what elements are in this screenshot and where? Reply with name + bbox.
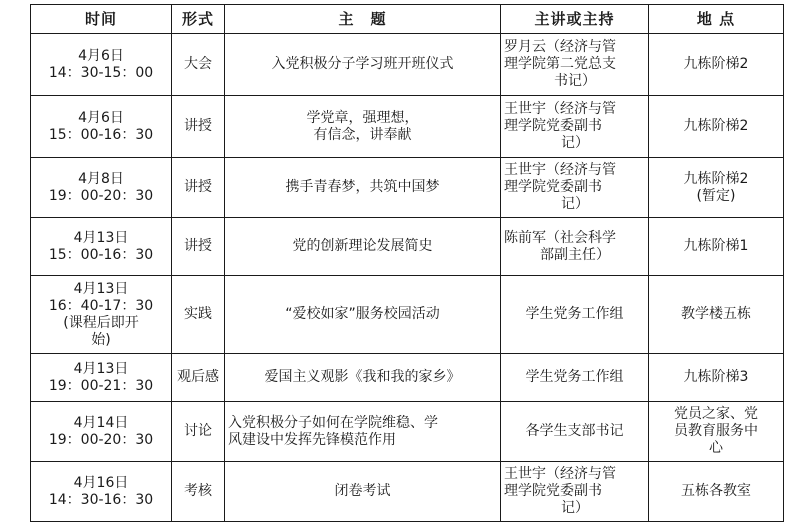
- header-place: 地 点: [649, 5, 784, 34]
- speaker-cell: 罗月云（经济与管 理学院第二党总支 书记）: [501, 34, 649, 96]
- speaker-cell: 学生党务工作组: [501, 276, 649, 354]
- topic-cell: 闭卷考试: [225, 462, 501, 522]
- schedule-sheet: [30, 4, 783, 522]
- header-time: 时间: [31, 5, 172, 34]
- table-row: [31, 402, 784, 462]
- topic-cell: 学党章，强理想， 有信念，讲奉献: [225, 96, 501, 158]
- form-cell: 讲授: [172, 96, 225, 158]
- speaker-cell: 陈前军（社会科学 部副主任）: [501, 218, 649, 276]
- speaker-cell: 王世宇（经济与管 理学院党委副书 记）: [501, 158, 649, 218]
- form-cell: 讲授: [172, 218, 225, 276]
- topic-cell: 携手青春梦，共筑中国梦: [225, 158, 501, 218]
- schedule-table: [30, 4, 784, 522]
- time-cell: 4月14日 19：00-20：30: [31, 402, 172, 462]
- table-row: [31, 276, 784, 354]
- topic-cell: 爱国主义观影《我和我的家乡》: [225, 354, 501, 402]
- form-cell: 讲授: [172, 158, 225, 218]
- header-speaker: 主讲或主持: [501, 5, 649, 34]
- topic-cell: 入党积极分子学习班开班仪式: [225, 34, 501, 96]
- time-cell: 4月13日 19：00-21：30: [31, 354, 172, 402]
- time-cell: 4月13日 15：00-16：30: [31, 218, 172, 276]
- time-cell: 4月8日 19：00-20：30: [31, 158, 172, 218]
- time-cell: 4月16日 14：30-16：30: [31, 462, 172, 522]
- header-topic: 主 题: [225, 5, 501, 34]
- form-cell: 讨论: [172, 402, 225, 462]
- time-cell: 4月13日 16：40-17：30 (课程后即开 始): [31, 276, 172, 354]
- form-cell: 大会: [172, 34, 225, 96]
- speaker-cell: 王世宇（经济与管 理学院党委副书 记）: [501, 462, 649, 522]
- speaker-cell: 王世宇（经济与管 理学院党委副书 记）: [501, 96, 649, 158]
- time-cell: 4月6日 14：30-15：00: [31, 34, 172, 96]
- table-row: [31, 34, 784, 96]
- form-cell: 实践: [172, 276, 225, 354]
- header-row: [31, 5, 784, 34]
- table-row: [31, 96, 784, 158]
- table-row: [31, 354, 784, 402]
- time-cell: 4月6日 15：00-16：30: [31, 96, 172, 158]
- table-row: [31, 158, 784, 218]
- form-cell: 观后感: [172, 354, 225, 402]
- place-cell: 九栋阶梯2: [649, 96, 784, 158]
- speaker-cell: 各学生支部书记: [501, 402, 649, 462]
- table-row: [31, 218, 784, 276]
- form-cell: 考核: [172, 462, 225, 522]
- place-cell: 五栋各教室: [649, 462, 784, 522]
- place-cell: 九栋阶梯1: [649, 218, 784, 276]
- place-cell: 教学楼五栋: [649, 276, 784, 354]
- header-form: 形式: [172, 5, 225, 34]
- topic-cell: “爱校如家”服务校园活动: [225, 276, 501, 354]
- speaker-cell: 学生党务工作组: [501, 354, 649, 402]
- table-row: [31, 462, 784, 522]
- topic-cell: 入党积极分子如何在学院维稳、学 风建设中发挥先锋模范作用: [225, 402, 501, 462]
- place-cell: 九栋阶梯2 (暂定): [649, 158, 784, 218]
- place-cell: 九栋阶梯3: [649, 354, 784, 402]
- place-cell: 党员之家、党 员教育服务中 心: [649, 402, 784, 462]
- place-cell: 九栋阶梯2: [649, 34, 784, 96]
- topic-cell: 党的创新理论发展简史: [225, 218, 501, 276]
